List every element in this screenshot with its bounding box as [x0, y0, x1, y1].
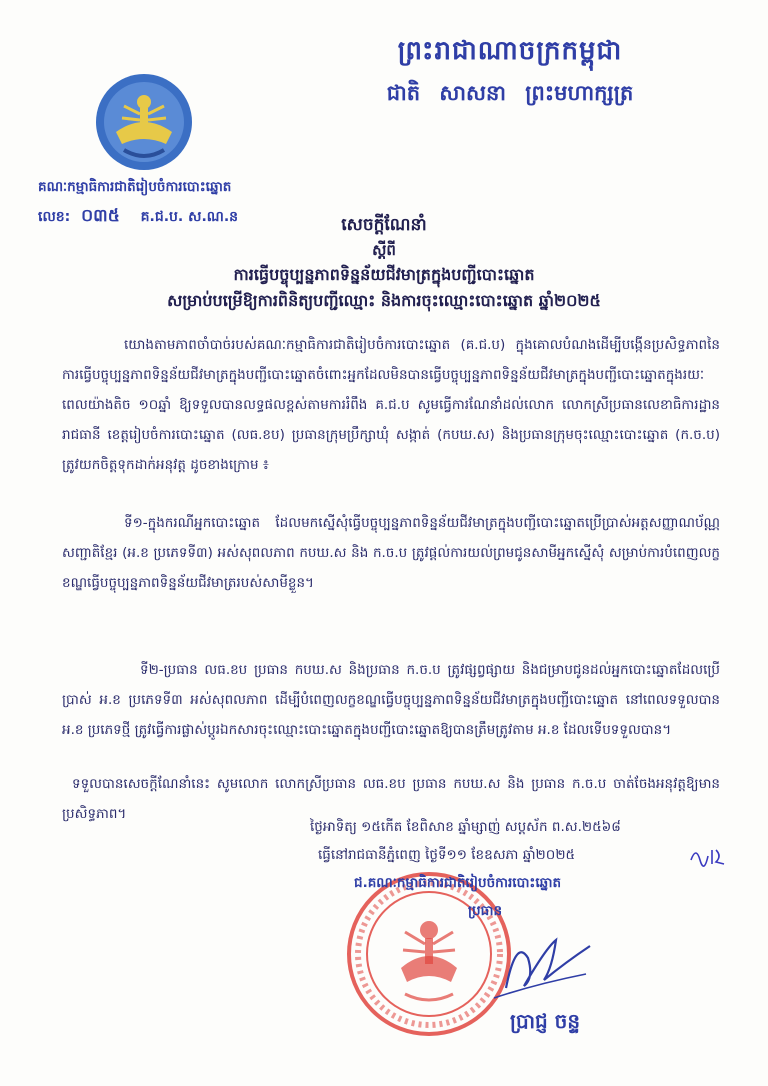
initials-icon: [688, 842, 728, 870]
issuing-organization: គណៈកម្មាធិការជាតិរៀបចំការបោះឆ្នោត: [38, 179, 232, 195]
signer-position: ប្រធាន: [468, 903, 503, 919]
reference-label: លេខ:: [38, 209, 71, 225]
place-and-date: ធ្វើនៅរាជធានីភ្នំពេញ ថ្ងៃទី១១ ខែឧសភា ឆ្នាំ២០២៥: [318, 847, 576, 863]
nec-emblem-icon: [94, 72, 194, 172]
reference-code: គ.ជ.ប. ស.ណ.ន: [140, 209, 239, 225]
kingdom-title: ព្រះរាជាណាចក្រកម្ពុជា: [397, 36, 623, 66]
title-subject: ការធ្វើបច្ចុប្បន្នភាពទិន្នន័យជីវមាត្រក្នុងបញ្ជីបោះឆ្នោត: [233, 265, 535, 284]
lunar-date: ថ្ងៃអាទិត្យ ១៥កើត ខែពិសាខ ឆ្នាំម្សាញ់ សប្តស័ក ព.ស.២៥៦៨: [310, 819, 621, 835]
title-regarding: ស្តីពី: [372, 241, 396, 259]
signer-name: ប្រាជ្ញ ចន្ទ: [510, 1009, 581, 1033]
handwritten-signature-icon: [486, 918, 596, 1008]
body-paragraph-2: ទី១-ក្នុងករណីអ្នកបោះឆ្នោត ដែលមកស្នើសុំធ្វើបច្ចុប្បន្នភាពទិន្នន័យជីវមាត្រក្នុងបញ្ជីបោះឆ្នោតប្រើប្រាស់អត្តសញ្ញាណប័ណ្ណសញ្ជាតិខ្មែរ (អ.ខ ប្រភេទទី៣) អស់សុពលភាព កបឃ.ស និង ក.ច.ប ត្រូវផ្តល់ការយល់ព្រមជូនសាមីអ្នកស្នើសុំ សម្រាប់ការបំពេញលក្ខខណ្ឌធ្វើបច្ចុប្បន្នភាពទិន្នន័យជីវមាត្ររបស់សាមីខ្លួន។: [62, 515, 720, 591]
reference-value: ០៣៥: [81, 206, 120, 226]
title-purpose: សម្រាប់បម្រើឱ្យការពិនិត្យបញ្ជីឈ្មោះ និងការចុះឈ្មោះបោះឆ្នោត ឆ្នាំ២០២៥: [167, 291, 601, 310]
national-motto: ជាតិ សាសនា ព្រះមហាក្សត្រ: [386, 80, 634, 105]
kingdom-header: [300, 34, 720, 111]
body-paragraph-4: ទទួលបានសេចក្តីណែនាំនេះ សូមលោក លោកស្រីប្រធាន លធ.ខប ប្រធាន កបឃ.ស និង ប្រធាន ក.ច.ប ចាត់ចែងអនុវត្តឱ្យមានប្រសិទ្ធភាព។: [62, 776, 720, 822]
body-paragraph-1: យោងតាមភាពចាំបាច់របស់គណៈកម្មាធិការជាតិរៀបចំការបោះឆ្នោត (គ.ជ.ប) ក្នុងគោលបំណងដើម្បីបង្កើនប្រសិទ្ធភាពនៃការធ្វើបច្ចុប្បន្នភាពទិន្នន័យជីវមាត្រក្នុងបញ្ជីបោះឆ្នោតចំពោះអ្នកដែលមិនបានធ្វើបច្ចុប្បន្នភាពទិន្នន័យជីវមាត្រក្នុងបញ្ជីបោះឆ្នោតក្នុងរយៈពេលយ៉ាងតិច ១០ឆ្នាំ ឱ្យទទួលបានលទ្ធផលខ្ពស់តាមការរំពឹង គ.ជ.ប សូមធ្វើការណែនាំដល់លោក លោកស្រីប្រធានលេខាធិការដ្ឋានរាជធានី ខេត្តរៀបចំការបោះឆ្នោត (លធ.ខប) ប្រធានក្រុមប្រឹក្សាឃុំ សង្កាត់ (កបឃ.ស) និងប្រធានក្រុមចុះឈ្មោះបោះឆ្នោត (ក.ច.ប) ត្រូវយកចិត្តទុកដាក់អនុវត្ត ដូចខាងក្រោម ៖: [62, 337, 720, 473]
body-paragraph-3: ទី២-ប្រធាន លធ.ខប ប្រធាន កបឃ.ស និងប្រធាន ក.ច.ប ត្រូវផ្សព្វផ្សាយ និងជម្រាបជូនដល់អ្នកបោះឆ្នោតដែលប្រើប្រាស់ អ.ខ ប្រភេទទី៣ អស់សុពលភាព ដើម្បីបំពេញលក្ខខណ្ឌធ្វើបច្ចុប្បន្នភាពទិន្នន័យជីវមាត្រក្នុងបញ្ជីបោះឆ្នោត នៅពេលទទួលបាន អ.ខ ប្រភេទថ្មី ត្រូវធ្វើការផ្លាស់ប្តូរឯកសារចុះឈ្មោះបោះឆ្នោតក្នុងបញ្ជីបោះឆ្នោតឱ្យបានត្រឹមត្រូវតាម អ.ខ ដែលទើបទទួលបាន។: [62, 662, 720, 738]
on-behalf-of: ជ.គណៈកម្មាធិការជាតិរៀបចំការបោះឆ្នោត: [354, 875, 562, 891]
document-title: សេចក្តីណែនាំ: [341, 215, 427, 235]
